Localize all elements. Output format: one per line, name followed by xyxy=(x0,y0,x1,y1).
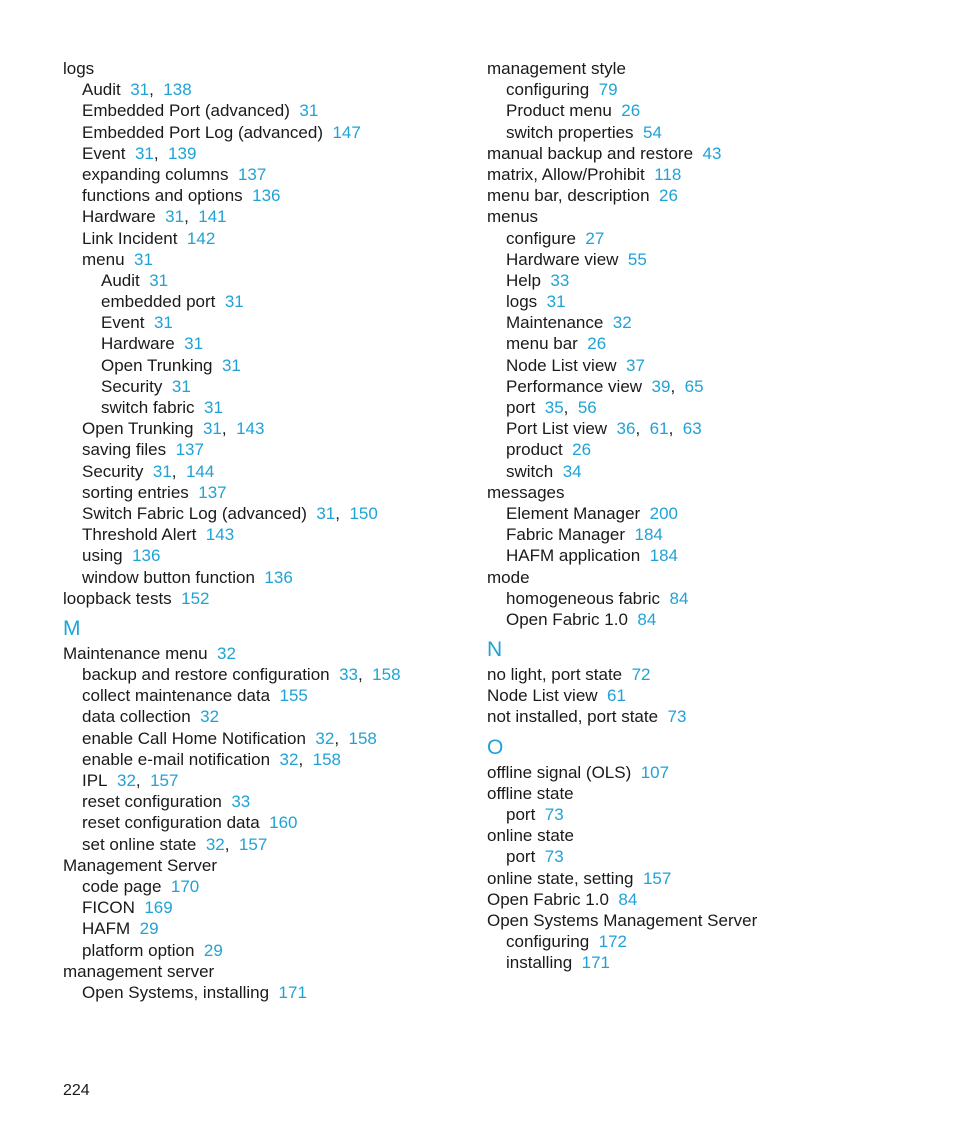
index-term: menus xyxy=(487,207,539,227)
index-entry xyxy=(63,918,463,939)
index-term: Audit xyxy=(82,80,121,100)
index-term: Node List view xyxy=(506,355,617,375)
page-reference-link[interactable]: 32 xyxy=(279,749,299,769)
index-term: online state, setting xyxy=(487,868,634,888)
index-term: messages xyxy=(487,482,565,502)
index-term: Hardware xyxy=(101,334,175,354)
page-reference-link[interactable]: 150 xyxy=(349,503,378,523)
index-column-right xyxy=(487,58,927,974)
page-reference-link[interactable]: 31 xyxy=(202,419,222,439)
index-term: Open Systems Management Server xyxy=(487,910,758,930)
index-term: functions and options xyxy=(82,186,243,206)
page-reference-link[interactable]: 137 xyxy=(237,164,267,184)
index-entry xyxy=(487,762,927,783)
index-entry xyxy=(487,439,927,460)
index-entry xyxy=(63,706,463,727)
index-term: Open Fabric 1.0 xyxy=(506,609,628,629)
index-term: management style xyxy=(487,59,626,78)
index-term: loopback tests xyxy=(63,588,172,608)
page-reference-link[interactable]: 31 xyxy=(130,80,150,100)
page-reference-link[interactable]: 27 xyxy=(585,228,605,248)
index-entry xyxy=(63,122,463,143)
page-reference-link[interactable]: 171 xyxy=(581,953,610,973)
page-reference-link[interactable]: 31 xyxy=(171,376,191,396)
index-entry xyxy=(487,706,927,727)
section-letter: N xyxy=(487,638,503,662)
page-reference-link[interactable]: 147 xyxy=(332,122,361,142)
index-entry xyxy=(63,876,463,897)
page-reference-link[interactable]: 184 xyxy=(634,525,663,545)
index-entry xyxy=(487,910,927,931)
page-reference-link[interactable]: 35 xyxy=(544,398,564,417)
page-reference-link[interactable]: 56 xyxy=(577,398,597,417)
index-term: backup and restore configuration xyxy=(82,665,330,685)
page-reference-link[interactable]: 29 xyxy=(139,919,159,939)
page-reference-link[interactable]: 31 xyxy=(149,270,169,290)
index-entry xyxy=(487,952,927,973)
index-term: Fabric Manager xyxy=(506,525,626,545)
index-term: Maintenance xyxy=(506,313,604,333)
section-letter: O xyxy=(487,735,504,759)
index-term: Hardware view xyxy=(506,249,619,269)
index-term: collect maintenance data xyxy=(82,686,271,706)
index-entry: enable e-mail notification 32, 158 xyxy=(82,749,341,769)
index-entry xyxy=(63,228,463,249)
index-term: offline signal (OLS) xyxy=(487,762,632,782)
index-entry xyxy=(63,545,463,566)
index-term: switch fabric xyxy=(101,398,195,417)
page-reference-link[interactable]: 155 xyxy=(279,686,308,706)
index-entry xyxy=(487,545,927,566)
page-reference-link[interactable]: 139 xyxy=(168,143,197,163)
page-reference-link[interactable]: 84 xyxy=(669,588,689,608)
index-entry xyxy=(63,961,463,982)
page-reference-link[interactable]: 32 xyxy=(116,771,136,790)
page-reference-link[interactable]: 143 xyxy=(205,525,235,545)
index-entry xyxy=(63,982,463,1003)
index-term: homogeneous fabric xyxy=(506,588,661,608)
page-reference-link[interactable]: 26 xyxy=(621,101,641,121)
index-term: offline state xyxy=(487,783,574,803)
index-term: logs xyxy=(506,292,538,312)
index-term: product xyxy=(506,440,563,460)
index-term: IPL xyxy=(82,771,108,790)
index-term: menu bar, description xyxy=(487,186,650,206)
index-term: Help xyxy=(506,270,541,290)
page-reference-link[interactable]: 31 xyxy=(316,503,336,523)
page-number: 224 xyxy=(63,1082,90,1099)
index-term: Switch Fabric Log (advanced) xyxy=(82,503,307,523)
index-entry xyxy=(487,868,927,889)
page-reference-link[interactable]: 32 xyxy=(217,643,236,663)
index-entry xyxy=(487,804,927,825)
index-term: Security xyxy=(82,461,144,481)
index-term: Event xyxy=(82,143,126,163)
page-reference-link[interactable]: 31 xyxy=(152,461,172,481)
index-term: code page xyxy=(82,876,162,896)
index-term: FICON xyxy=(82,898,135,918)
page-reference-link[interactable]: 137 xyxy=(198,482,227,502)
page-reference-link[interactable]: 32 xyxy=(315,728,335,748)
index-term: saving files xyxy=(82,440,167,460)
index-term: port xyxy=(506,847,536,867)
page-reference-link[interactable]: 32 xyxy=(612,313,632,333)
index-term: expanding columns xyxy=(82,164,229,184)
index-entry xyxy=(487,524,927,545)
index-entry xyxy=(63,397,463,418)
index-entry: enable Call Home Notification 32, 158 xyxy=(82,728,377,748)
index-entry xyxy=(63,439,463,460)
index-term: installing xyxy=(506,953,573,973)
page-reference-link[interactable]: 170 xyxy=(170,876,200,896)
page-reference-link[interactable]: 79 xyxy=(598,80,618,100)
page-reference-link[interactable]: 73 xyxy=(544,805,564,824)
index-entry xyxy=(487,609,927,630)
index-term: enable Call Home Notification xyxy=(82,728,306,748)
index-entry xyxy=(487,783,927,804)
page-reference-link[interactable]: 33 xyxy=(231,792,251,812)
index-entry: Audit 31, 138 xyxy=(82,80,192,100)
index-entry xyxy=(487,58,927,79)
index-entry xyxy=(63,291,463,312)
index-entry xyxy=(487,503,927,524)
index-entry xyxy=(63,940,463,961)
page-reference-link[interactable]: 31 xyxy=(221,355,241,375)
page-reference-link[interactable]: 26 xyxy=(659,186,678,206)
index-term: Security xyxy=(101,376,163,396)
index-entry xyxy=(487,291,927,312)
index-entry: Security 31, 144 xyxy=(82,461,215,481)
index-entry xyxy=(63,100,463,121)
index-term: Embedded Port (advanced) xyxy=(82,101,290,121)
index-term: matrix, Allow/Prohibit xyxy=(487,164,645,184)
index-entry xyxy=(487,355,927,376)
index-entry xyxy=(487,164,927,185)
page-reference-link[interactable]: 136 xyxy=(264,567,293,587)
index-term: Audit xyxy=(101,270,140,290)
index-entry: Port List view 36, 61, 63 xyxy=(506,419,702,439)
page-reference-link[interactable]: 34 xyxy=(562,461,582,481)
page-reference-link[interactable]: 31 xyxy=(134,143,154,163)
index-term: not installed, port state xyxy=(487,707,659,727)
index-entry: IPL 32, 157 xyxy=(82,771,179,790)
index-entry xyxy=(487,79,927,100)
index-entry: Open Trunking 31, 143 xyxy=(82,419,265,439)
page-reference-link[interactable]: 118 xyxy=(654,164,682,184)
index-entry xyxy=(63,376,463,397)
section-letter: M xyxy=(63,616,81,640)
index-term: reset configuration xyxy=(82,792,222,812)
page-reference-link[interactable]: 31 xyxy=(546,292,566,312)
page-reference-link[interactable]: 31 xyxy=(224,292,244,312)
page-reference-link[interactable]: 31 xyxy=(165,207,185,227)
index-term: enable e-mail notification xyxy=(82,749,271,769)
index-entry xyxy=(487,312,927,333)
page-reference-link[interactable]: 142 xyxy=(186,228,216,248)
index-term: Node List view xyxy=(487,686,598,706)
page-reference-link[interactable]: 33 xyxy=(339,665,358,685)
index-entry xyxy=(487,228,927,249)
index-term: embedded port xyxy=(101,292,216,312)
page-reference-link[interactable]: 32 xyxy=(205,834,225,854)
index-term: set online state xyxy=(82,834,197,854)
index-entry xyxy=(487,588,927,609)
index-entry xyxy=(63,791,463,812)
page-reference-link[interactable]: 31 xyxy=(203,398,223,417)
index-term: HAFM application xyxy=(506,546,641,566)
page-reference-link[interactable]: 157 xyxy=(642,868,672,888)
page-reference-link[interactable]: 84 xyxy=(637,609,657,629)
index-term: Open Systems, installing xyxy=(82,982,270,1002)
page-reference-link[interactable]: 63 xyxy=(682,419,702,439)
page-reference-link[interactable]: 61 xyxy=(649,419,669,439)
index-entry xyxy=(63,312,463,333)
index-term: configure xyxy=(506,228,576,248)
page-reference-link[interactable]: 172 xyxy=(598,932,627,952)
page-reference-link[interactable]: 31 xyxy=(133,249,153,269)
page-reference-link[interactable]: 152 xyxy=(181,588,210,608)
page-reference-link[interactable]: 138 xyxy=(163,80,192,100)
index-entry xyxy=(63,270,463,291)
index-term: Hardware xyxy=(82,207,156,227)
index-entry xyxy=(63,588,463,609)
index-entry xyxy=(63,643,463,664)
index-entry: set online state 32, 157 xyxy=(82,834,268,854)
page-reference-link[interactable]: 184 xyxy=(649,546,678,566)
index-entry xyxy=(63,58,463,79)
page-reference-link[interactable]: 33 xyxy=(550,270,570,290)
index-term: Threshold Alert xyxy=(82,525,197,545)
index-term: menu xyxy=(82,249,125,269)
index-term: Open Trunking xyxy=(101,355,213,375)
index-term: logs xyxy=(63,59,95,78)
index-term: Event xyxy=(101,313,145,333)
page-reference-link[interactable]: 157 xyxy=(238,834,268,854)
index-entry xyxy=(487,846,927,867)
index-entry: Performance view 39, 65 xyxy=(506,376,704,396)
index-entry xyxy=(63,524,463,545)
index-term: HAFM xyxy=(82,919,131,939)
index-term: window button function xyxy=(82,567,255,587)
index-term: switch xyxy=(506,461,554,481)
index-entry xyxy=(63,164,463,185)
index-entry xyxy=(63,249,463,270)
page-reference-link[interactable]: 136 xyxy=(252,186,281,206)
page-reference-link[interactable]: 169 xyxy=(144,898,173,918)
page-reference-link[interactable]: 107 xyxy=(640,762,670,782)
index-term: Open Trunking xyxy=(82,419,194,439)
page-reference-link[interactable]: 32 xyxy=(200,707,220,727)
page-reference-link[interactable]: 65 xyxy=(684,376,704,396)
index-term: manual backup and restore xyxy=(487,143,694,163)
index-term: sorting entries xyxy=(82,482,189,502)
index-entry xyxy=(487,567,927,588)
page-reference-link[interactable]: 39 xyxy=(651,376,671,396)
index-entry xyxy=(63,897,463,918)
page-reference-link[interactable]: 171 xyxy=(278,982,307,1002)
index-entry xyxy=(487,482,927,503)
index-entry xyxy=(63,567,463,588)
index-entry xyxy=(63,855,463,876)
index-term: Maintenance menu xyxy=(63,643,208,663)
index-term: configuring xyxy=(506,80,590,100)
index-term: platform option xyxy=(82,940,195,960)
index-entry xyxy=(487,249,927,270)
index-entry xyxy=(487,100,927,121)
index-entry xyxy=(63,482,463,503)
index-entry xyxy=(63,333,463,354)
index-column-left xyxy=(63,58,463,1003)
index-entry xyxy=(63,685,463,706)
index-term: port xyxy=(506,805,536,824)
index-entry xyxy=(63,812,463,833)
page-reference-link[interactable]: 158 xyxy=(312,749,341,769)
index-term: no light, port state xyxy=(487,665,623,685)
index-entry xyxy=(487,270,927,291)
index-entry xyxy=(487,685,927,706)
index-entry xyxy=(63,355,463,376)
index-entry xyxy=(487,206,927,227)
index-term: switch properties xyxy=(506,122,634,142)
index-entry xyxy=(63,185,463,206)
index-entry xyxy=(487,185,927,206)
page-reference-link[interactable]: 73 xyxy=(544,847,564,867)
index-entry xyxy=(487,931,927,952)
index-entry xyxy=(487,825,927,846)
page-reference-link[interactable]: 26 xyxy=(587,334,607,354)
index-term: port xyxy=(506,398,536,417)
index-entry xyxy=(487,461,927,482)
page-reference-link[interactable]: 43 xyxy=(702,143,722,163)
page-reference-link[interactable]: 31 xyxy=(184,334,204,354)
page-reference-link[interactable]: 200 xyxy=(649,503,679,523)
index-entry: Hardware 31, 141 xyxy=(82,207,227,227)
index-term: mode xyxy=(487,567,530,587)
index-term: Management Server xyxy=(63,855,218,875)
page-reference-link[interactable]: 157 xyxy=(150,771,179,790)
index-term: online state xyxy=(487,826,574,846)
page-reference-link[interactable]: 31 xyxy=(299,101,319,121)
page-reference-link[interactable]: 137 xyxy=(175,440,204,460)
index-term: using xyxy=(82,546,123,566)
index-entry: Switch Fabric Log (advanced) 31, 150 xyxy=(82,503,378,523)
index-entry: Event 31, 139 xyxy=(82,143,197,163)
page-reference-link[interactable]: 73 xyxy=(667,707,687,727)
index-entry: port 35, 56 xyxy=(506,398,597,417)
index-term: management server xyxy=(63,961,215,981)
index-term: Embedded Port Log (advanced) xyxy=(82,122,323,142)
index-entry xyxy=(487,664,927,685)
page-reference-link[interactable]: 54 xyxy=(643,122,662,142)
index-term: Performance view xyxy=(506,376,643,396)
page-reference-link[interactable]: 61 xyxy=(607,686,626,706)
index-entry xyxy=(487,143,927,164)
index-entry xyxy=(487,333,927,354)
index-term: data collection xyxy=(82,707,191,727)
page-reference-link[interactable]: 141 xyxy=(198,207,227,227)
page-reference-link[interactable]: 158 xyxy=(348,728,377,748)
index-term: Link Incident xyxy=(82,228,178,248)
page-reference-link[interactable]: 143 xyxy=(236,419,265,439)
page-reference-link[interactable]: 29 xyxy=(203,940,223,960)
index-term: Open Fabric 1.0 xyxy=(487,889,609,909)
page-reference-link[interactable]: 36 xyxy=(616,419,636,439)
page-reference-link[interactable]: 55 xyxy=(627,249,647,269)
page-reference-link[interactable]: 84 xyxy=(618,889,638,909)
page-reference-link[interactable]: 158 xyxy=(372,665,401,685)
index-term: Product menu xyxy=(506,101,612,121)
page-reference-link[interactable]: 144 xyxy=(185,461,215,481)
index-term: Port List view xyxy=(506,419,608,439)
page-reference-link[interactable]: 72 xyxy=(631,665,651,685)
page-reference-link[interactable]: 160 xyxy=(269,813,298,833)
index-term: configuring xyxy=(506,932,590,952)
page-reference-link[interactable]: 136 xyxy=(132,546,161,566)
index-entry xyxy=(487,122,927,143)
index-entry xyxy=(487,889,927,910)
index-term: menu bar xyxy=(506,334,578,354)
index-term: Element Manager xyxy=(506,503,641,523)
page-reference-link[interactable]: 26 xyxy=(572,440,592,460)
page-reference-link[interactable]: 31 xyxy=(153,313,173,333)
index-entry: backup and restore configuration 33, 158 xyxy=(82,665,401,685)
page-reference-link[interactable]: 37 xyxy=(626,355,645,375)
index-term: reset configuration data xyxy=(82,813,260,833)
